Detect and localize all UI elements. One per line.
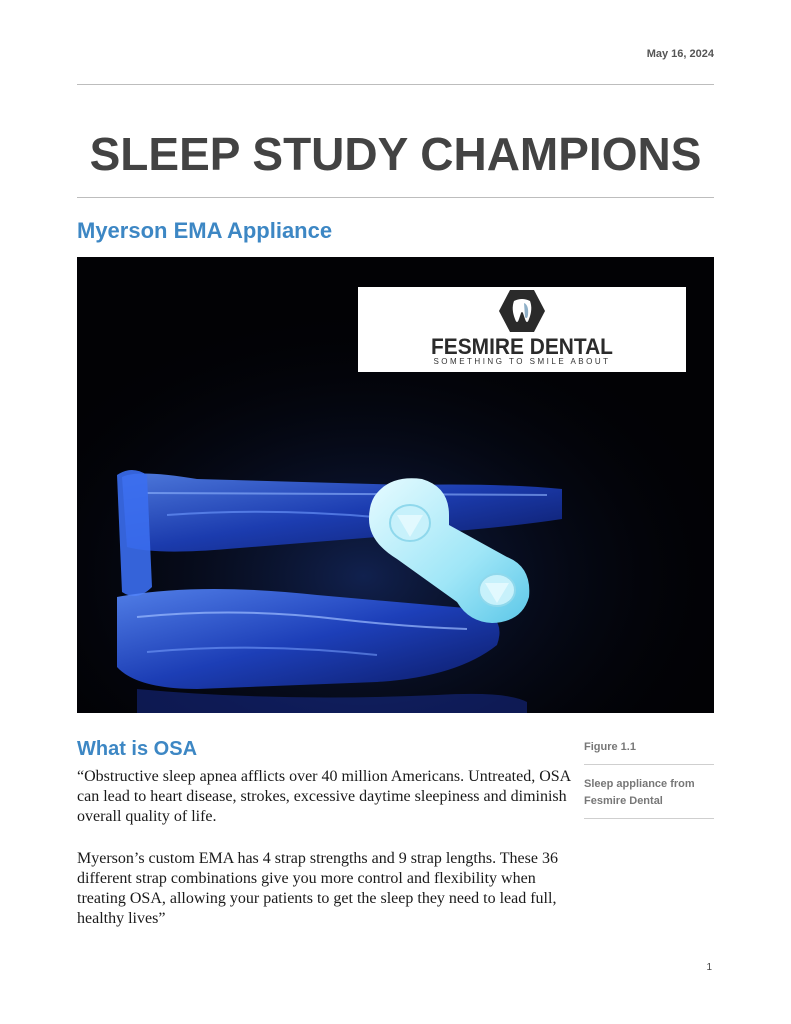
- paragraph-osa-intro: “Obstructive sleep apnea afflicts over 40 million Americans. Untreated, OSA can lead to heart disease, strokes, excessive daytime sleepiness and diminish overall quality of life.: [77, 768, 571, 825]
- fesmire-dental-logo: [358, 287, 686, 372]
- figure-caption: Sleep appliance from Fesmire Dental: [584, 778, 695, 807]
- section-heading: What is OSA: [77, 738, 198, 760]
- figure-divider-bottom: [584, 818, 714, 819]
- logo-tagline: SOMETHING TO SMILE ABOUT: [433, 357, 611, 366]
- title-divider: [77, 197, 714, 198]
- paragraph-ema-details: Myerson’s custom EMA has 4 strap strengths and 9 strap lengths. These 36 different strap combinations give you more control and flexibility when treating OSA, allowing your patients to get the sleep they need to lead full, healthy lives”: [77, 850, 558, 927]
- figure-label: Figure 1.1: [584, 741, 636, 753]
- appliance-photo: [77, 257, 714, 713]
- header-divider: [77, 84, 714, 85]
- page-number: 1: [706, 962, 712, 973]
- figure-divider-top: [584, 764, 714, 765]
- document-date: May 16, 2024: [646, 48, 714, 60]
- logo-wordmark: FESMIRE DENTAL: [431, 334, 613, 359]
- section-subtitle: Myerson EMA Appliance: [77, 218, 333, 243]
- tooth-logo-icon: [498, 289, 546, 333]
- page-title: SLEEP STUDY CHAMPIONS: [89, 128, 702, 180]
